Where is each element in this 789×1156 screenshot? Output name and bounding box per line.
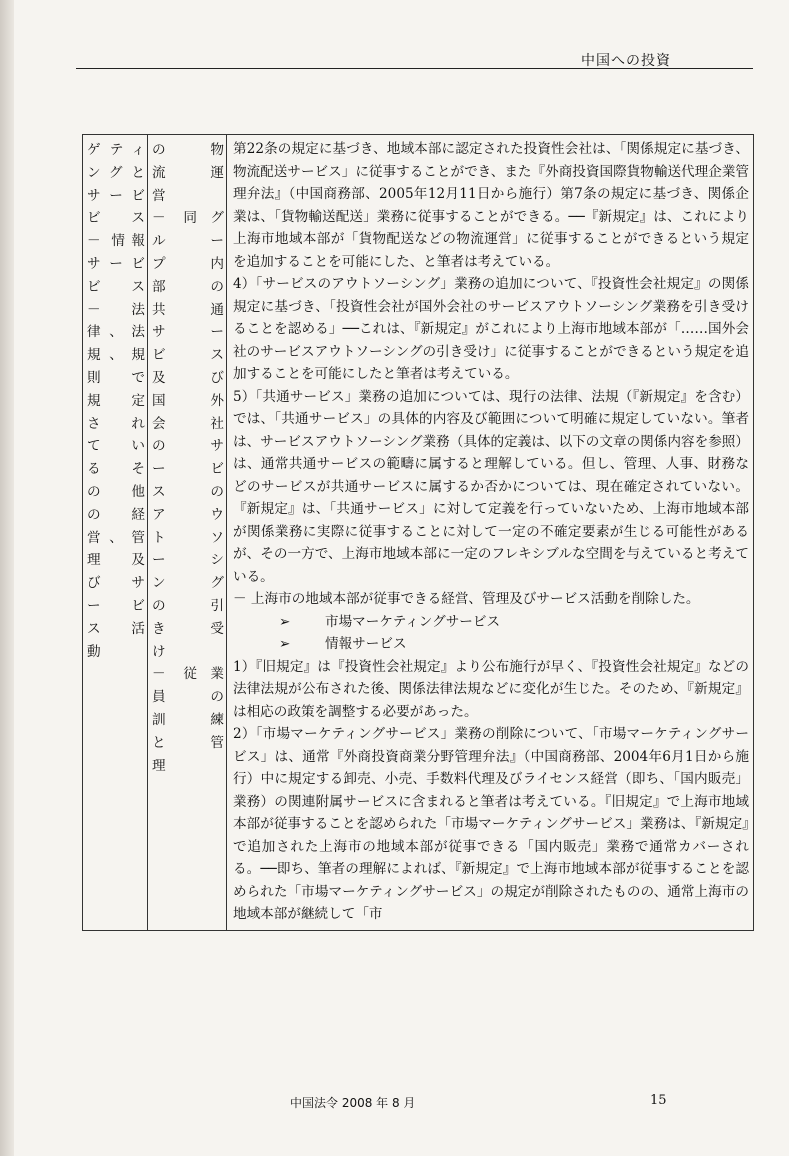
commentary-column xyxy=(227,135,754,931)
column-line: 律、法 xyxy=(87,324,145,341)
column-line: と管 xyxy=(152,734,224,751)
column-line: ゲティ xyxy=(87,142,145,158)
subcategory-text xyxy=(148,135,226,777)
table-row xyxy=(83,135,754,931)
bullet-text: 市場マーケティングサービス xyxy=(325,613,501,630)
column-line: 員の xyxy=(152,689,224,706)
column-line: びサ xyxy=(87,575,145,592)
column-line: － 情報 xyxy=(87,233,145,250)
column-line: サービ xyxy=(87,187,145,204)
column-line: ルー xyxy=(152,233,224,250)
column-line: トソ xyxy=(152,529,224,546)
column-line: プ内 xyxy=(152,255,224,272)
paragraph: 4）「サービスのアウトソーシング」業務の追加について、『投資性会社規定』の関係規定に基づき、「投資性会社が国外会社のサービスアウトソーシング業務を引き受けることを認める」──これは、『新規定』がこれにより上海市地域本部が「……国外会社のサービスアウトソーシングの引き受け」に従事することができるという規定を追加することを可能にしたと筆者は考えている。 xyxy=(233,276,749,382)
column-line: サー xyxy=(152,324,224,341)
category-text xyxy=(83,135,147,663)
column-line: 及び xyxy=(152,369,224,386)
content-table xyxy=(82,134,754,931)
page-number: 15 xyxy=(650,1093,667,1108)
column-line: ビス xyxy=(152,347,224,364)
column-line: アウ xyxy=(152,506,224,523)
paragraph: 1）『旧規定』は『投資性会社規定』より公布施行が早く、『投資性会社規定』などの法律法規が公布された後、関係法律法規などに変化が生じた。そのため、『新規定』は相応の政策を調整する必要があった。 xyxy=(233,658,749,720)
column-line: － 法 xyxy=(87,301,145,318)
paragraph: 2）「市場マーケティングサービス」業務の削除について、「市場マーケティングサービス」は、通常『外商投資商業分野管理弁法』（中国商務部、2004年6月1日から施行）中に規定する卸売、小売、手数料代理及びライセンス経営（即ち、「国内販売」業務）の関連附属サービスに含まれると筆者は考えている。『旧規定』で上海市地域本部が従事することを認められた「市場マーケティングサービス」業務は、『新規定』で追加された上海市の地域本部が従事できる「国内販売」業務で通常カバーされる。──即ち、筆者の理解によれば、『新規定』で上海市地域本部が従事することを認められた「市場マーケティングサービス」の規定が削除されたものの、通常上海市の地域本部が継続して「市 xyxy=(233,726,749,922)
footer-publication: 中国法令 2008 年 8 月 xyxy=(290,1096,416,1110)
column-line: のサ xyxy=(152,438,224,455)
column-line: ス活 xyxy=(87,620,145,637)
column-line: け xyxy=(152,643,166,660)
column-line: 訓練 xyxy=(152,711,224,728)
column-line: の物 xyxy=(152,142,224,158)
column-line: の他 xyxy=(87,483,145,500)
column-line: スの xyxy=(152,483,224,500)
column-line: 理 xyxy=(152,757,166,774)
column-line: ングと xyxy=(87,164,145,181)
column-line: ビス xyxy=(87,210,145,227)
column-line: ング xyxy=(152,575,224,592)
column-line: の引 xyxy=(152,597,224,614)
column-line: 営、管 xyxy=(87,529,145,546)
arrow-bullet-icon: ➢ xyxy=(279,636,291,652)
column-line: 則で xyxy=(87,369,145,386)
paragraph: － 上海市の地域本部が従事できる経営、管理及びサービス活動を削除した。 xyxy=(233,591,700,607)
column-line: － 同グ xyxy=(152,210,224,227)
column-line: 理及 xyxy=(87,552,145,569)
page-edge xyxy=(0,0,14,1156)
paragraph: 5）「共通サービス」業務の追加については、現行の法律、法規（『新規定』を含む）では、「共通サービス」の具体的内容及び範囲について明確に規定していない。筆者は、サービスアウトソーシング業務（具体的定義は、以下の文章の関係内容を参照）は、通常共通サービスの範疇に属すると理解している。但し、管理、人事、財務などのサービスが共通サービスに属するか否かについては、現在確定されていない。『新規定』は、「共通サービス」に対して定義を行っていないため、上海市地域本部が関係業務に実際に従事することに対して一定の不確定要素が生じる可能性があるが、その一方で、上海市地域本部に一定のフレキシブルな空間を与えていると考えている。 xyxy=(233,388,749,585)
header-rule xyxy=(76,68,753,69)
subcategory-column xyxy=(148,135,227,931)
bullet-text: 情報サービス xyxy=(325,636,407,652)
paragraph: 第22条の規定に基づき、地域本部に認定された投資性会社は、「関係規定に基づき、物流配送サービス」に従事することができ、また『外商投資国際貨物輸送代理企業管理弁法』（中国商務部、2005年12月11日から施行）第7条の規定に基づき、関係企業は、「貨物輸送配送」業務に従事することができる。──『新規定』は、これにより上海市地域本部が「貨物配送などの物流運営」に従事することができるという規定を追加することを可能にした、と筆者は考えている。 xyxy=(233,141,750,270)
bullet-item xyxy=(233,611,749,634)
column-line: ービ xyxy=(87,597,145,614)
column-line: サービ xyxy=(87,255,145,272)
commentary-text xyxy=(227,135,753,930)
column-line: 流運 xyxy=(152,164,224,181)
column-line: ービ xyxy=(152,461,224,478)
column-line: の経 xyxy=(87,506,145,523)
arrow-bullet-icon: ➢ xyxy=(279,613,291,630)
bullet-item xyxy=(233,633,749,656)
column-line: 営 xyxy=(152,187,166,204)
column-line: 会社 xyxy=(152,415,224,432)
column-line: てい xyxy=(87,438,145,455)
column-line: ーシ xyxy=(152,552,224,569)
category-column xyxy=(83,135,148,931)
running-header-title: 中国への投資 xyxy=(581,53,671,69)
column-line: ビス xyxy=(87,278,145,295)
column-line: るそ xyxy=(87,461,145,478)
column-line: 共通 xyxy=(152,301,224,318)
column-line: 動 xyxy=(87,643,101,660)
column-line: 規定 xyxy=(87,392,145,409)
column-line: － 従業 xyxy=(152,666,224,683)
column-line: き受 xyxy=(152,620,224,637)
column-line: され xyxy=(87,415,145,432)
column-line: 国外 xyxy=(152,392,224,409)
column-line: 規、規 xyxy=(87,347,145,364)
column-line: 部の xyxy=(152,278,224,295)
